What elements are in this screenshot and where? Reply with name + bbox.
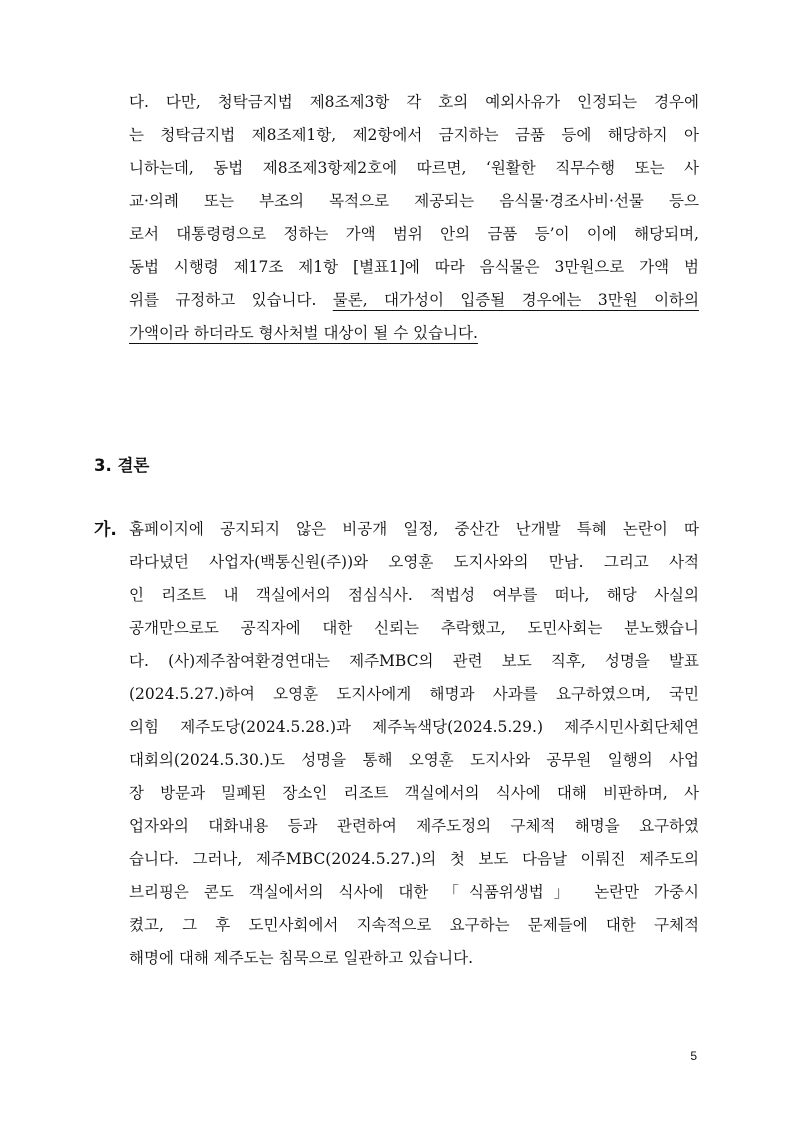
text-line: 는 청탁금지법 제8조제1항, 제2항에서 금지하는 금품 등에 해당하지 아	[129, 126, 699, 144]
text-line: 의힘 제주도당(2024.5.28.)과 제주녹색당(2024.5.29.) 제주시민사회단체연	[129, 718, 699, 736]
plain-text: 위를 규정하고 있습니다.	[129, 291, 333, 309]
section-heading: 3. 결론	[94, 456, 150, 475]
text-line: 다. 다만, 청탁금지법 제8조제3항 각 호의 예외사유가 인정되는 경우에	[129, 93, 699, 111]
text-line: 장 방문과 밀폐된 장소인 리조트 객실에서의 식사에 대해 비판하며, 사	[129, 784, 699, 802]
text-line: (2024.5.27.)하여 오영훈 도지사에게 해명과 사과를 요구하였으며, 국민	[129, 685, 699, 703]
text-line	[129, 323, 699, 343]
underlined-text: 물론, 대가성이 입증될 경우에는 3만원 이하의	[332, 291, 699, 309]
text-line: 업자와의 대화내용 등과 관련하여 제주도정의 구체적 해명을 요구하였	[129, 817, 699, 835]
text-line: 공개만으로도 공직자에 대한 신뢰는 추락했고, 도민사회는 분노했습니	[129, 619, 699, 637]
text-line	[129, 290, 699, 310]
text-line: 브리핑은 콘도 객실에서의 식사에 대한 「식품위생법」 논란만 가중시	[129, 883, 699, 901]
text-line: 대회의(2024.5.30.)도 성명을 통해 오영훈 도지사와 공무원 일행의 사업	[129, 751, 699, 769]
text-line: 다. (사)제주참여환경연대는 제주MBC의 관련 보도 직후, 성명을 발표	[129, 652, 699, 670]
text-line: 동법 시행령 제17조 제1항 [별표1]에 따라 음식물은 3만원으로 가액 범	[129, 258, 699, 276]
text-line: 니하는데, 동법 제8조제3항제2호에 따르면, ‘원활한 직무수행 또는 사	[129, 159, 699, 177]
page-number: 5	[690, 1049, 697, 1063]
text-line: 습니다. 그러나, 제주MBC(2024.5.27.)의 첫 보도 다음날 이뤄진 제주도의	[129, 850, 699, 868]
text-line: 해명에 대해 제주도는 침묵으로 일관하고 있습니다.	[129, 949, 473, 967]
text-line: 홈페이지에 공지되지 않은 비공개 일정, 중산간 난개발 특혜 논란이 따	[129, 520, 699, 538]
underlined-text: 가액이라 하더라도 형사처벌 대상이 될 수 있습니다.	[129, 324, 478, 342]
list-marker: 가.	[94, 520, 117, 540]
text-line: 로서 대통령령으로 정하는 가액 범위 안의 금품 등’이 이에 해당되며,	[129, 225, 699, 243]
text-line: 교·의례 또는 부조의 목적으로 제공되는 음식물·경조사비·선물 등으	[129, 192, 699, 210]
text-line: 라다녔던 사업자(백통신원(주))와 오영훈 도지사와의 만남. 그리고 사적	[129, 553, 699, 571]
text-line: 인 리조트 내 객실에서의 점심식사. 적법성 여부를 떠나, 해당 사실의	[129, 586, 699, 604]
text-line: 켰고, 그 후 도민사회에서 지속적으로 요구하는 문제들에 대한 구체적	[129, 916, 699, 934]
